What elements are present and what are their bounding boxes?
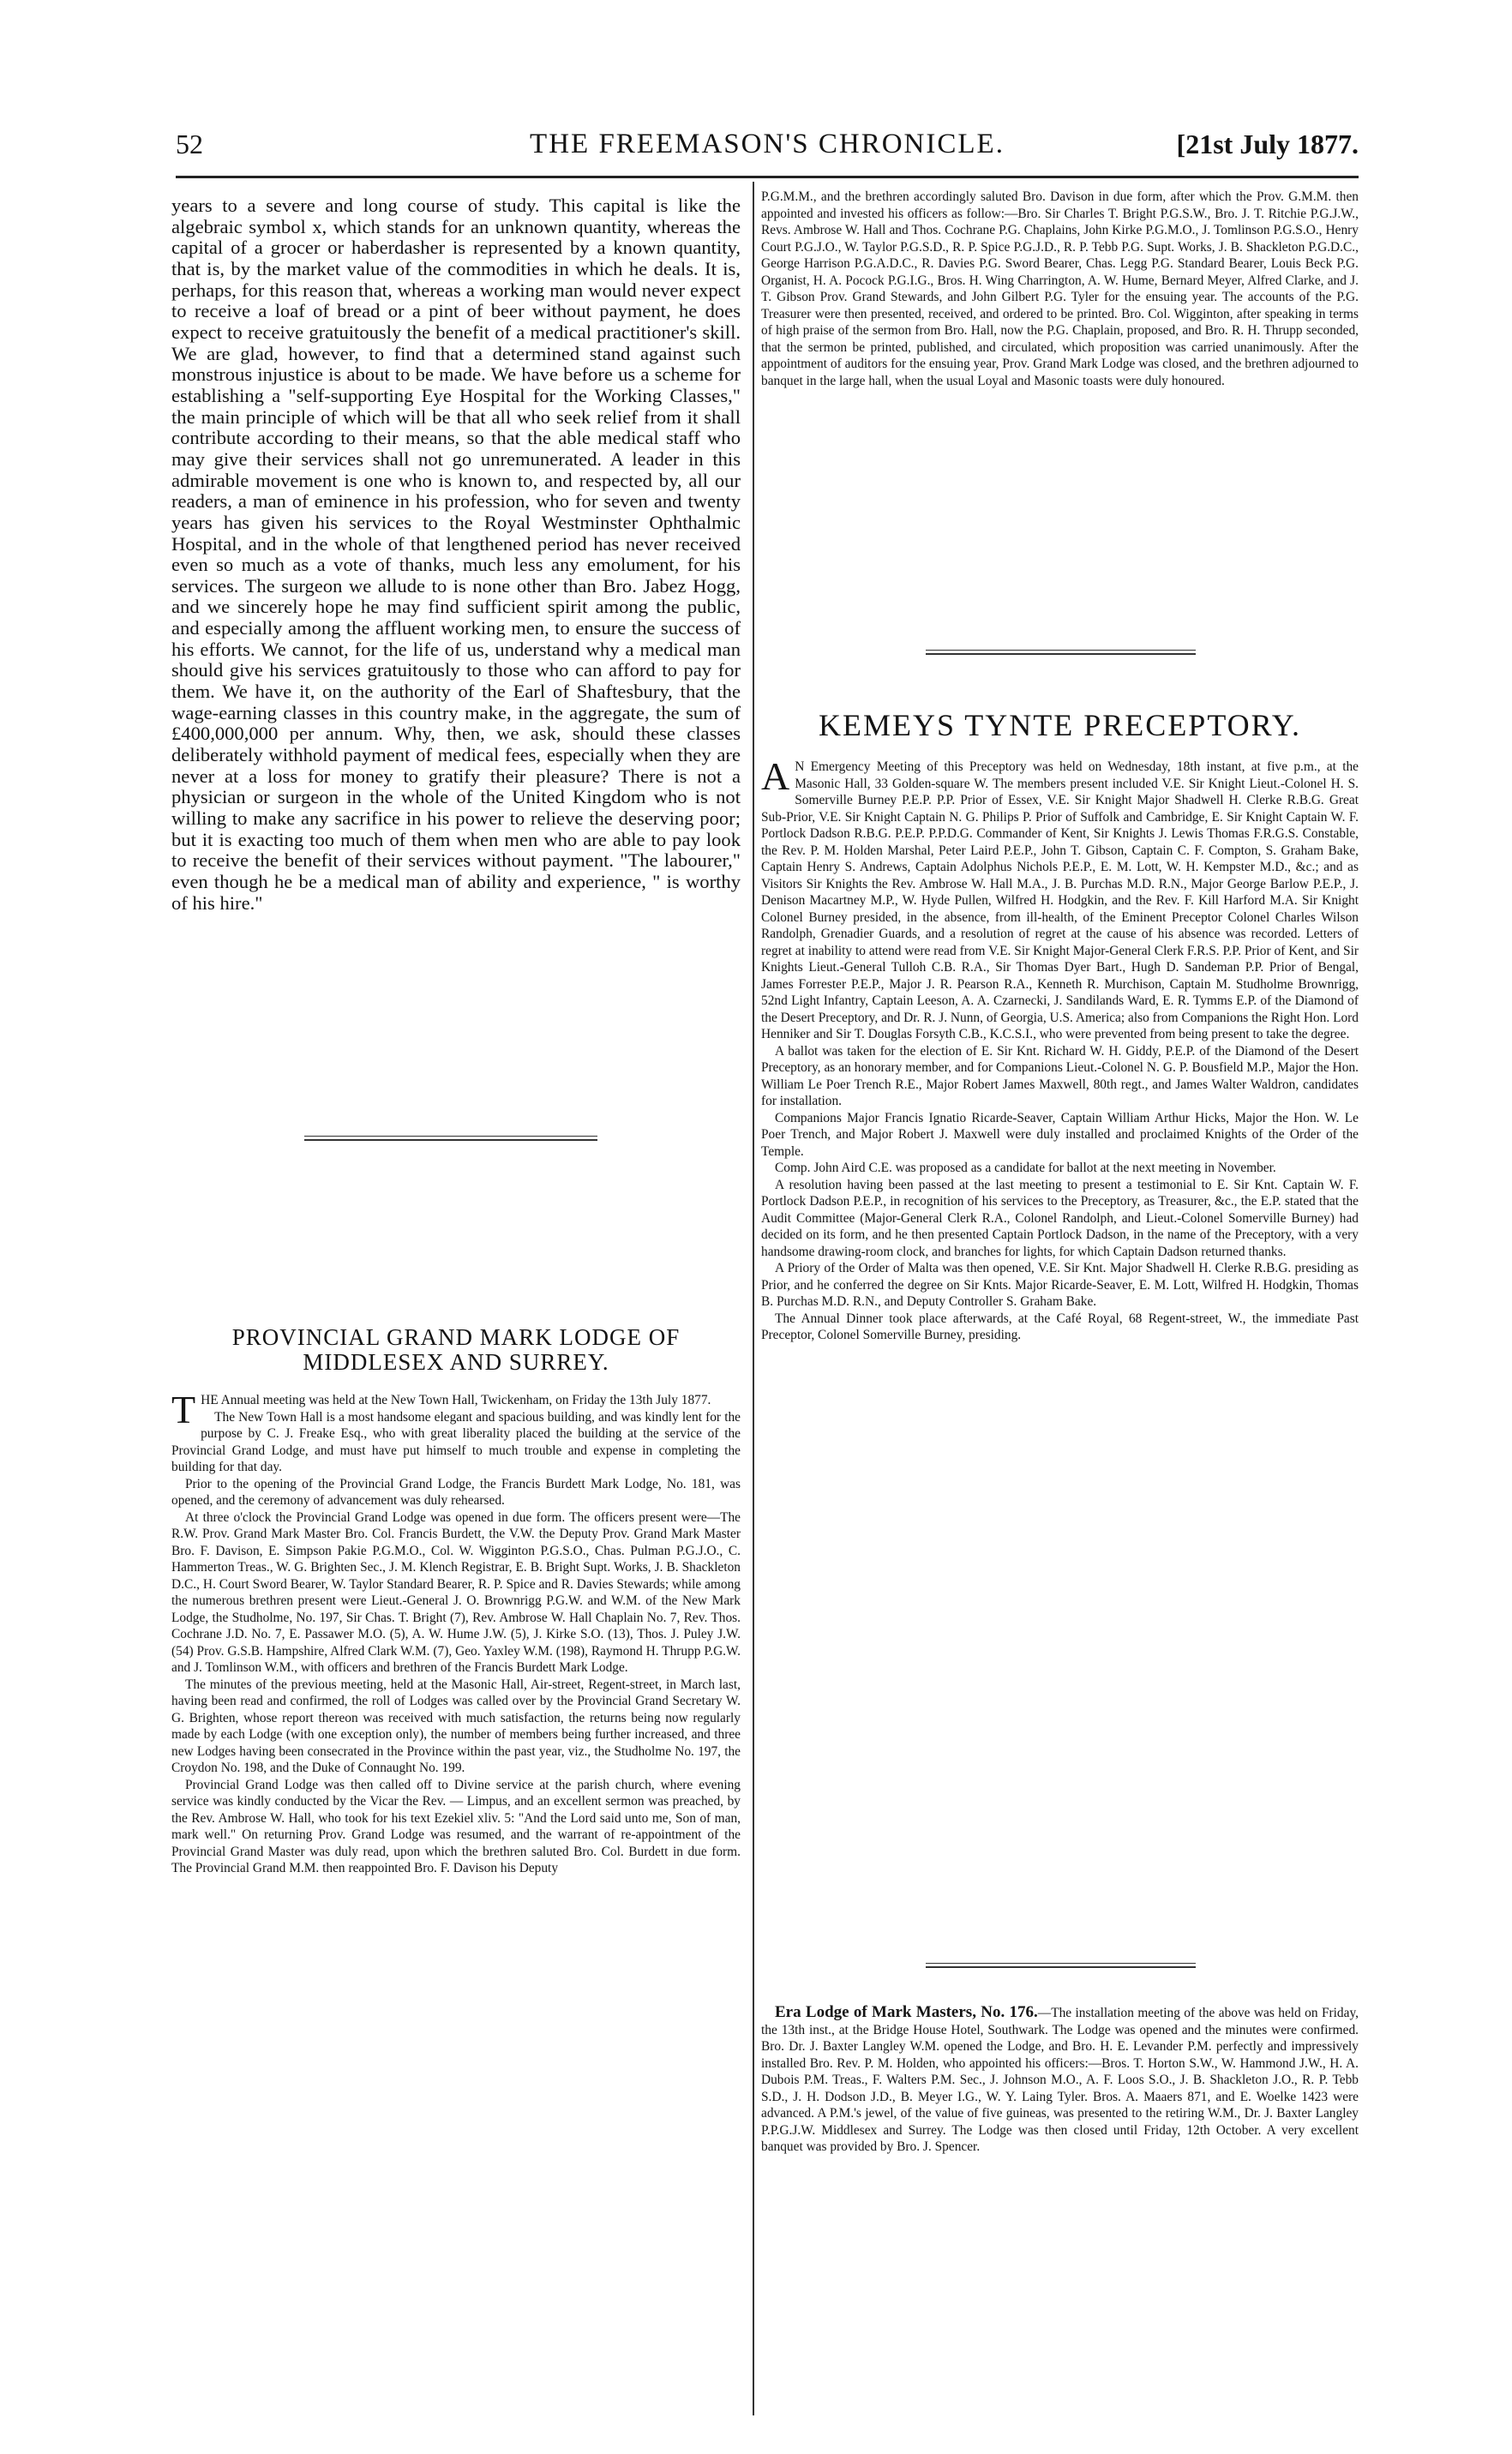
kemeys-paragraph-1-text: N Emergency Meeting of this Preceptory was held on Wednesday, 18th instant, at five p.m., at the Masonic Hall, 33 Golden-square W. The members present included V.E. Sir Knight Lieut.-Colonel H. S. Somerville Burney P.E.P. P.P. Prior of Essex, V.E. Sir Knight Major Shadwell H. Clerke R.B.G. Great Sub-Prior, V.E. Sir Knight Captain N. G. Philips P. Prior of Suffolk and Cambridge, E. Sir Knight Captain W. F. Portlock Dadson R.B.G. P.E.P. P.P.D.G. Commander of Kent, Sir Knights J. Lewis Thomas F.R.G.S. Constable, the Rev. P. M. Holden Marshal, Peter Laird P.E.P., John T. Gibson, Captain C. F. Compton, S. Graham Bake, Captain Henry S. Andrews, Captain Adolphus Nichols P.E.P., E. M. Lott, W. H. Kempster M.D., &c.; and as Visitors Sir Knights the Rev. Ambrose W. Hall M.A., J. B. Purchas M.D. R.N., Major George Barlow P.E.P., J. Denison Macartney M.P., W. Hyde Pullen, Wilfred H. Hodgkin, and the Rev. F. Kill Harford M.A. Sir Knight Colonel Burney presided, in the absence, from ill-health, of the Eminent Preceptor Colonel Charles Wilson Randolph, Grenadier Guards, and a resolution of regret at the cause of his absence was recorded. Letters of regret at inability to attend were read from V.E. Sir Knight Major-General Clerk F.R.S. P.P. Prior of Kent, and Sir Knights Lieut.-General Tulloh C.B. R.A., Sir Thomas Dyer Bart., Hugh D. Sandeman P.P. Prior of Bengal, James Forrester P.E.P., Major J. R. Pearson R.A., Kenneth R. Murchison, Captain M. Studholme Brownrigg, 52nd Light Infantry, Captain Leeson, A. A. Czarnecki, J. Sandilands Ward, E. R. Tymms E.P. of the Diamond of the Desert Preceptory, and Dr. R. J. Nunn, of Georgia, U.S. America; also from Companions the Right Hon. Lord Henniker and Sir T. Douglas Forsyth C.B., K.C.S.I., who were prevented from being present to take the degree. (761, 759, 1359, 1041)
pgml-paragraph-3: Prior to the opening of the Provincial Grand Lodge, the Francis Burdett Mark Lodge, No. 181, was opened, and the ceremony of advancement was duly rehearsed. (171, 1476, 741, 1508)
pgml-continuation (761, 189, 1359, 634)
era-lodge-title: Era Lodge of Mark Masters, No. 176. (775, 2004, 1038, 2021)
era-lodge-paragraph (761, 2004, 1359, 2156)
header-rule (176, 176, 1359, 178)
pgml-paragraph-1 (171, 1392, 741, 1431)
essay-article (171, 195, 741, 1323)
kemeys-title: KEMEYS TYNTE PRECEPTORY. (818, 708, 1302, 742)
essay-text: years to a severe and long course of study. This capital is like the algebraic symbol x, which stands for an unknown quantity, whereas the capital of a grocer or haberdasher is represented by a known quantity, that is, by the market value of the commodities in which he deals. It is, perhaps, for this reason that, whereas a working man would never expect to receive a loaf of bread or a pint of beer without payment, he does expect to receive gratuitously the benefit of a medical practitioner's skill. We are glad, however, to find that a determined stand against such monstrous injustice is about to be made. We have before us a scheme for establishing a "self-supporting Eye Hospital for the Working Classes," the main principle of which will be that all who seek relief from it shall contribute according to their means, so that the able medical staff who may give their services shall not go unremunerated. A leader in this admirable movement is one who is known to, and respected by, all our readers, a man of eminence in his profession, who for seven and twenty years has given his services to the Royal Westminster Ophthalmic Hospital, and in the whole of that lengthened period has never received even so much as a vote of thanks, much less any emolument, for his services. The surgeon we allude to is none other than Bro. Jabez Hogg, and we sincerely hope he may find sufficient spirit among the public, and especially among the affluent working men, to ensure the success of his efforts. We cannot, for the life of us, understand why a medical man should give his services gratuitously to those who can afford to pay for them. We have it, on the authority of the Earl of Shaftesbury, that the wage-earning classes in this country make, in the aggregate, the sum of £400,000,000 per annum. Why, then, we ask, should these classes deliberately withhold payment of medical fees, especially when they are never at a loss for money to gratify their pleasure? There is not a physician or surgeon in the whole of the United Kingdom who is not willing to make any sacrifice in his power to relieve the deserving poor; but it is exacting too much of them when men who are able to pay look to receive the benefit of their services without payment. "The labourer," even though he be a medical man of ability and experience, " is worthy of his hire." (171, 195, 741, 914)
page-number: 52 (176, 129, 203, 159)
pgml-dropcap: T (171, 1392, 196, 1431)
article-divider (926, 650, 1196, 656)
article-divider (304, 1136, 597, 1142)
page-header (176, 129, 1359, 173)
column-rule (753, 182, 754, 2415)
kemeys-paragraph-7: The Annual Dinner took place afterwards, at the Café Royal, 68 Regent-street, W., the immediate Past Preceptor, Colonel Somerville Burney, presiding. (761, 1311, 1359, 1342)
kemeys-heading (761, 708, 1359, 747)
era-lodge-article (761, 2004, 1359, 2415)
kemeys-dropcap: A (761, 759, 790, 798)
kemeys-paragraph-2: A ballot was taken for the election of E. Sir Knt. Richard W. H. Giddy, P.E.P. of the Diamond of the Desert Preceptory, as an honorary member, and for Companions Lieut.-Colonel N. G. P. Bousfield M.P., Major the Hon. William Le Poer Trench R.E., Major Robert James Maxwell, 80th regt., and James Walter Waldron, candidates for installation. (761, 1043, 1359, 1108)
pgml-continuation-text: P.G.M.M., and the brethren accordingly saluted Bro. Davison in due form, after which the Prov. G.M.M. then appointed and invested his officers as follow:—Bro. Sir Charles T. Bright P.G.S.W., Bro. J. T. Ritchie P.G.J.W., Revs. Ambrose W. Hall and Thos. Cochrane P.G. Chaplains, John Kirke P.G.M.O., J. Tomlinson P.G.S.O., Henry Court P.G.J.O., W. Taylor P.G.S.D., R. P. Spice P.G.J.D., R. P. Tebb P.G. Supt. Works, J. B. Shackleton P.G.D.C., George Harrison P.G.A.D.C., R. Davies P.G. Sword Bearer, Chas. Legg P.G. Standard Bearer, Louis Beck P.G. Organist, H. A. Pocock P.G.I.G., Bros. H. Wing Charrington, A. W. Hume, Bernard Meyer, Alfred Clarke, and J. T. Gibson Prov. Grand Stewards, and John Gilbert P.G. Tyler for the ensuing year. The accounts of the P.G. Treasurer were then presented, received, and ordered to be printed. Bro. Col. Wigginton, after speaking in terms of high praise of the sermon from Bro. Hall, now the P.G. Chaplain, proposed, and Bro. R. H. Thrupp seconded, that the sermon be printed, published, and circulated, which proposition was carried unanimously. After the appointment of auditors for the ensuing year, Prov. Grand Mark Lodge was closed, and the brethren adjourned to banquet in the large hall, when the usual Loyal and Masonic toasts were duly honoured. (761, 189, 1359, 388)
kemeys-paragraph-6: A Priory of the Order of Malta was then opened, V.E. Sir Knt. Major Shadwell H. Clerke R.B.G. presiding as Prior, and he conferred the degree on Sir Knts. Major Ricarde-Seaver, E. M. Lott, Wilfred H. Hodgkin, Thomas B. Purchas M.D. R.N., and Deputy Controller S. Graham Bake. (761, 1261, 1359, 1309)
era-lodge-body: —The installation meeting of the above was held on Friday, the 13th inst., at the Bridge House Hotel, Southwark. The Lodge was opened and the minutes were confirmed. Bro. Dr. J. Baxter Langley W.M. opened the Lodge, and Bro. H. E. Levander P.M. perfectly and impressively installed Bro. Rev. P. M. Holden, who appointed his officers:—Bros. T. Horton S.W., W. Hammond J.W., H. A. Dubois P.M. Treas., F. Walters P.M. Sec., J. Johnson M.O., A. F. Loos S.O., J. B. Shackleton J.O., R. P. Tebb S.D., J. H. Dodson J.D., B. Meyer I.G., W. Y. Laing Tyler. Bros. A. Maaers 871, and E. Woelke 1423 were advanced. A P.M.'s jewel, of the value of five guineas, was presented to the retiring W.M., Dr. J. Baxter Langley P.P.G.J.W. Middlesex and Surrey. The Lodge was then closed until Friday, 12th October. A very excellent banquet was provided by Bro. J. Spencer. (761, 2006, 1359, 2154)
pgml-paragraph-4: At three o'clock the Provincial Grand Lodge was opened in due form. The officers present were—The R.W. Prov. Grand Mark Master Bro. Col. Francis Burdett, the V.W. the Deputy Prov. Grand Mark Master Bro. F. Davison, E. Simpson Pakie P.G.M.O., Col. W. Wigginton P.G.S.O., Chas. Pulman P.G.J.O., C. Hammerton Treas., W. G. Brighten Sec., J. M. Klench Registrar, E. B. Bright Supt. Works, J. B. Shackleton D.C., H. Court Sword Bearer, W. Taylor Standard Bearer, R. P. Spice and R. Davies Stewards; while among the numerous brethren present were Lieut.-General J. O. Brownrigg P.G.W. and W.M. of the New Mark Lodge, the Studholme, No. 197, Sir Chas. T. Bright (7), Rev. Ambrose W. Hall Chaplain No. 7, Rev. Thos. Cochrane J.D. No. 7, E. Passawer M.O. (5), A. W. Hume J.W. (5), J. Kirke S.O. (13), Thos. J. Puley J.W. (54) Prov. G.S.B. Hampshire, Alfred Clark W.M. (7), Geo. Yaxley W.M. (198), Raymond H. Thrupp P.G.W. and J. Tomlinson W.M., with officers and brethren of the Francis Burdett Mark Lodge. (171, 1509, 741, 1675)
kemeys-paragraph-4: Comp. John Aird C.E. was proposed as a candidate for ballot at the next meeting in November. (775, 1161, 1276, 1175)
kemeys-article (761, 759, 1359, 1937)
pgml-heading (171, 1325, 741, 1383)
article-divider (926, 1963, 1196, 1969)
issue-date: [21st July 1877. (1176, 129, 1359, 159)
pgml-article (171, 1392, 741, 2416)
pgml-heading-line-2: MIDDLESEX AND SURREY. (303, 1349, 609, 1375)
kemeys-paragraph-3: Companions Major Francis Ignatio Ricarde-Seaver, Captain William Arthur Hicks, Major the Hon. W. Le Poer Trench, and Major Robert J. Maxwell were duly installed and proclaimed Knights of the Order of the Temple. (761, 1110, 1359, 1159)
pgml-paragraph-2: The New Town Hall is a most handsome elegant and spacious building, and was kindly lent for the purpose by C. J. Freake Esq., who with great liberality placed the building at the service of the Provincial Grand Lodge, and must have put himself to much trouble and expense in completing the building for that day. (171, 1409, 741, 1474)
pgml-paragraph-6: Provincial Grand Lodge was then called off to Divine service at the parish church, where evening service was kindly conducted by the Vicar the Rev. — Limpus, and an excellent sermon was preached, by the Rev. Ambrose W. Hall, who took for his text Ezekiel xliv. 5: "And the Lord said unto me, Son of man, mark well." On returning Prov. Grand Lodge was resumed, and the warrant of re-appointment of the Provincial Grand Master was duly read, upon which the brethren saluted Bro. Col. Burdett in due form. The Provincial Grand M.M. then reappointed Bro. F. Davison his Deputy (171, 1777, 741, 1875)
pgml-heading-line-1: PROVINCIAL GRAND MARK LODGE OF (231, 1325, 681, 1350)
kemeys-paragraph-5: A resolution having been passed at the last meeting to present a testimonial to E. Sir Knt. Captain W. F. Portlock Dadson P.E.P., in recognition of his services to the Preceptory, as Treasurer, &c., the E.P. stated that the Audit Committee (Major-General Clerk R.A., Colonel Randolph, and Lieut.-Colonel Somerville Burney) had decided on its form, and he then presented Captain Portlock Dadson, in the name of the Preceptory, with a very handsome drawing-room clock, and branches for lights, for which Captain Dadson returned thanks. (761, 1177, 1359, 1259)
pgml-paragraph-5: The minutes of the previous meeting, held at the Masonic Hall, Air-street, Regent-street, in March last, having been read and confirmed, the roll of Lodges was called over by the Provincial Grand Secretary W. G. Brighten, whose report thereon was received with much satisfaction, the returns being now regularly made by each Lodge (with one exception only), the number of members being further increased, and three new Lodges having been consecrated in the Province within the past year, viz., the Studholme No. 197, the Croydon No. 198, and the Duke of Connaught No. 199. (171, 1677, 741, 1775)
pgml-paragraph-1-text: HE Annual meeting was held at the New Town Hall, Twickenham, on Friday the 13th July 1877. (201, 1393, 711, 1407)
kemeys-paragraph-1 (761, 759, 1359, 1043)
masthead-title: THE FREEMASON'S CHRONICLE. (530, 129, 1005, 159)
